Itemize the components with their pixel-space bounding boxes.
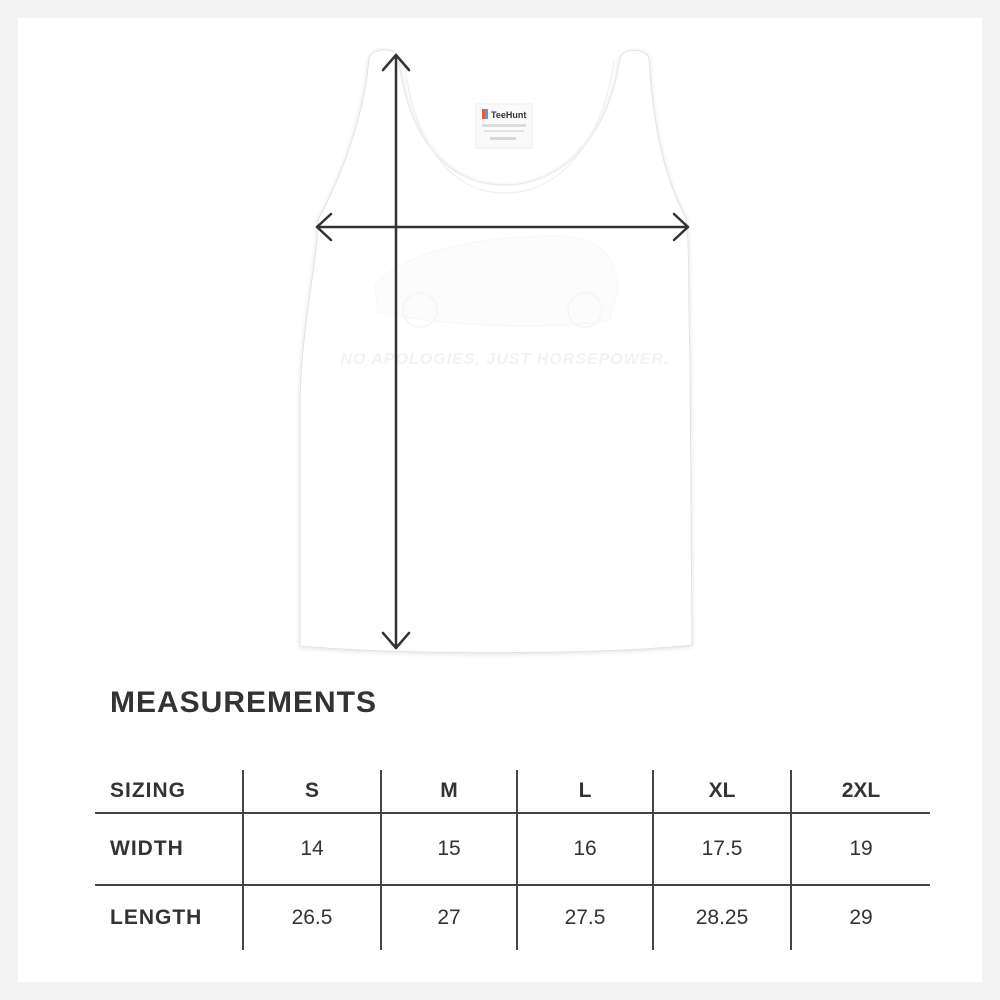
header-size-xl: XL [653,770,791,813]
header-size-s: S [243,770,381,813]
size-chart-table [95,770,930,950]
table-cell: 26.5 [243,885,381,950]
header-size-l: L [517,770,653,813]
row-label-width: WIDTH [95,813,243,885]
table-header-row [95,770,930,813]
row-label-length: LENGTH [110,906,203,929]
measurements-heading: MEASUREMENTS [110,686,378,719]
header-sizing: SIZING [95,770,243,813]
table-cell: 27 [381,885,517,950]
table-row-length [95,885,930,950]
neck-label [476,104,532,148]
table-row-width [95,813,930,885]
header-size-m: M [381,770,517,813]
brand-logo-text: TeeHunt [491,110,527,120]
table-cell: 28.25 [653,885,791,950]
table-cell: 27.5 [517,885,653,950]
table-cell: 16 [517,813,653,885]
table-cell: 14 [243,813,381,885]
table-cell: 29 [791,885,930,950]
header-size-2xl: 2XL [791,770,930,813]
table-cell: 15 [381,813,517,885]
table-cell: 17.5 [653,813,791,885]
table-cell: 19 [791,813,930,885]
print-slogan: NO APOLOGIES, JUST HORSEPOWER. [340,351,670,368]
